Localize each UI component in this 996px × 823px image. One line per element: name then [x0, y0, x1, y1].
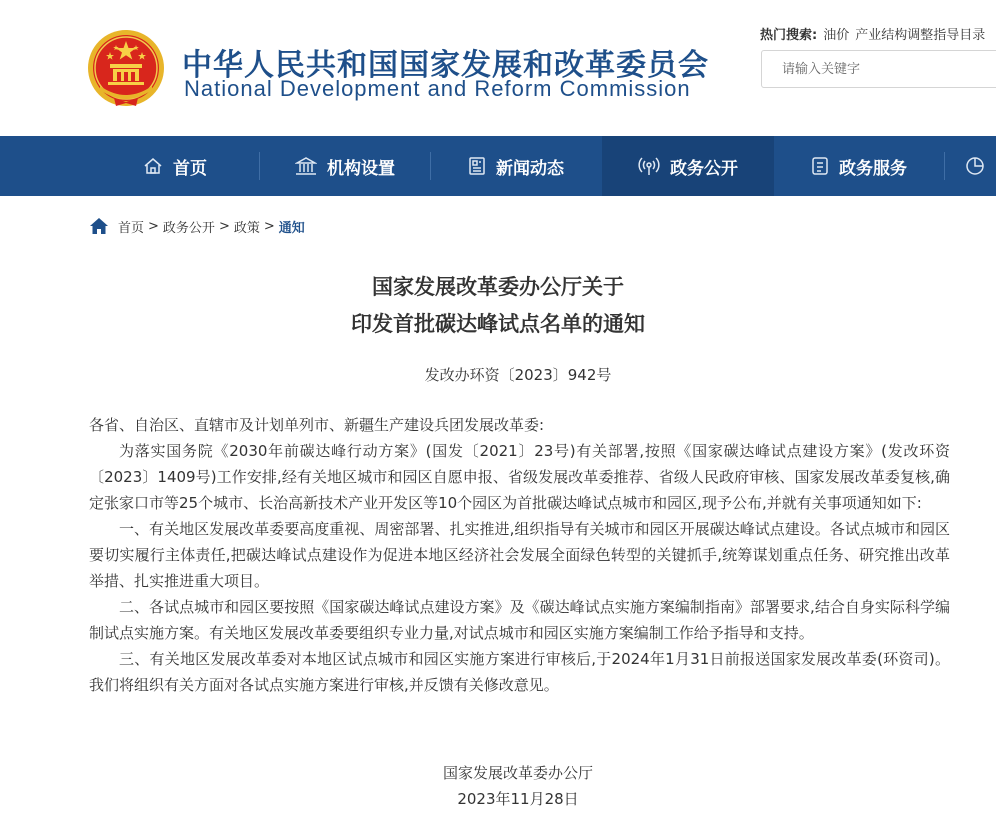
breadcrumb-separator: > — [263, 218, 275, 234]
document-icon — [811, 156, 829, 176]
article-signature: 国家发展改革委办公厅 — [442, 764, 593, 782]
breadcrumb-link-government-affairs[interactable]: 政务公开 — [162, 220, 215, 236]
hot-search-link-industry-catalog[interactable]: 产业结构调整指导目录 — [855, 28, 986, 43]
nav-item-home[interactable] — [90, 136, 260, 196]
nav-item-more[interactable] — [965, 136, 996, 196]
national-emblem-logo[interactable] — [86, 28, 166, 110]
newspaper-icon — [468, 156, 486, 176]
nav-label-government-affairs: 政务公开 — [670, 158, 738, 179]
breadcrumb-separator: > — [148, 218, 159, 234]
nav-item-organization[interactable] — [260, 136, 430, 196]
site-header — [0, 0, 996, 136]
main-nav — [0, 136, 996, 196]
article-paragraph: 三、有关地区发展改革委对本地区试点城市和园区实施方案进行审核后,于2024年1月31日前报送国家发展改革委(环资司)。我们将组织有关方面对各试点实施方案进行审核,并反馈有关修改意见。 — [89, 650, 950, 694]
article-body — [89, 412, 950, 698]
hot-search-link-oil-price[interactable]: 油价 — [823, 28, 850, 43]
nav-label-home: 首页 — [173, 158, 207, 179]
article-paragraph: 二、各试点城市和园区要按照《国家碳达峰试点建设方案》及《碳达峰试点实施方案编制指南》部署要求,结合自身实际科学编制试点实施方案。有关地区发展改革委要组织专业力量,对试点城市和园区实施方案编制工作给予指导和支持。 — [89, 598, 950, 642]
nav-item-news[interactable] — [431, 136, 601, 196]
home-icon — [143, 156, 163, 176]
nav-label-news: 新闻动态 — [496, 158, 564, 179]
breadcrumb-current: 通知 — [278, 220, 305, 236]
site-title-english[interactable]: National Development and Reform Commission — [184, 76, 691, 101]
nav-divider — [944, 152, 945, 180]
article-salutation: 各省、自治区、直辖市及计划单列市、新疆生产建设兵团发展改革委: — [89, 416, 545, 434]
nav-item-government-affairs[interactable] — [602, 136, 774, 196]
broadcast-icon — [638, 156, 660, 176]
breadcrumb-link-home[interactable]: 首页 — [118, 220, 145, 236]
building-icon — [295, 156, 317, 176]
search-box — [761, 50, 996, 88]
site-title-chinese[interactable]: 中华人民共和国国家发展和改革委员会 — [182, 48, 709, 83]
article-title-line2: 印发首批碳达峰试点名单的通知 — [351, 312, 645, 336]
nav-item-services[interactable] — [774, 136, 944, 196]
article-paragraph: 一、有关地区发展改革委要高度重视、周密部署、扎实推进,组织指导有关城市和园区开展碳达峰试点建设。各试点城市和园区要切实履行主体责任,把碳达峰试点建设作为促进本地区经济社会发展全面绿色转型的关键抓手,统筹谋划重点任务、研究推出改革举措、扎实推进重大项目。 — [89, 520, 950, 590]
article-date: 2023年11月28日 — [457, 790, 579, 808]
hot-search — [760, 24, 996, 43]
home-icon[interactable] — [89, 217, 109, 235]
breadcrumb-link-policy[interactable]: 政策 — [233, 220, 260, 236]
chart-icon — [965, 156, 985, 176]
breadcrumb-separator: > — [218, 218, 230, 234]
nav-label-services: 政务服务 — [839, 158, 907, 179]
breadcrumb — [89, 216, 305, 236]
nav-label-organization: 机构设置 — [327, 158, 395, 179]
search-input[interactable] — [762, 51, 982, 87]
article-title-line1: 国家发展改革委办公厅关于 — [372, 275, 624, 299]
document-number: 发改办环资〔2023〕942号 — [424, 366, 612, 384]
article-paragraph: 为落实国务院《2030年前碳达峰行动方案》(国发〔2021〕23号)有关部署,按照《国家碳达峰试点建设方案》(发改环资〔2023〕1409号)工作安排,经有关地区城市和园区自愿申报、省级发展改革委推荐、省级人民政府审核、国家发展改革委复核,确定张家口市等25个城市、长治高新技术产业开发区等10个园区为首批碳达峰试点城市和园区,现予公布,并就有关事项通知如下: — [89, 442, 950, 512]
hot-search-label: 热门搜索: — [760, 28, 818, 43]
